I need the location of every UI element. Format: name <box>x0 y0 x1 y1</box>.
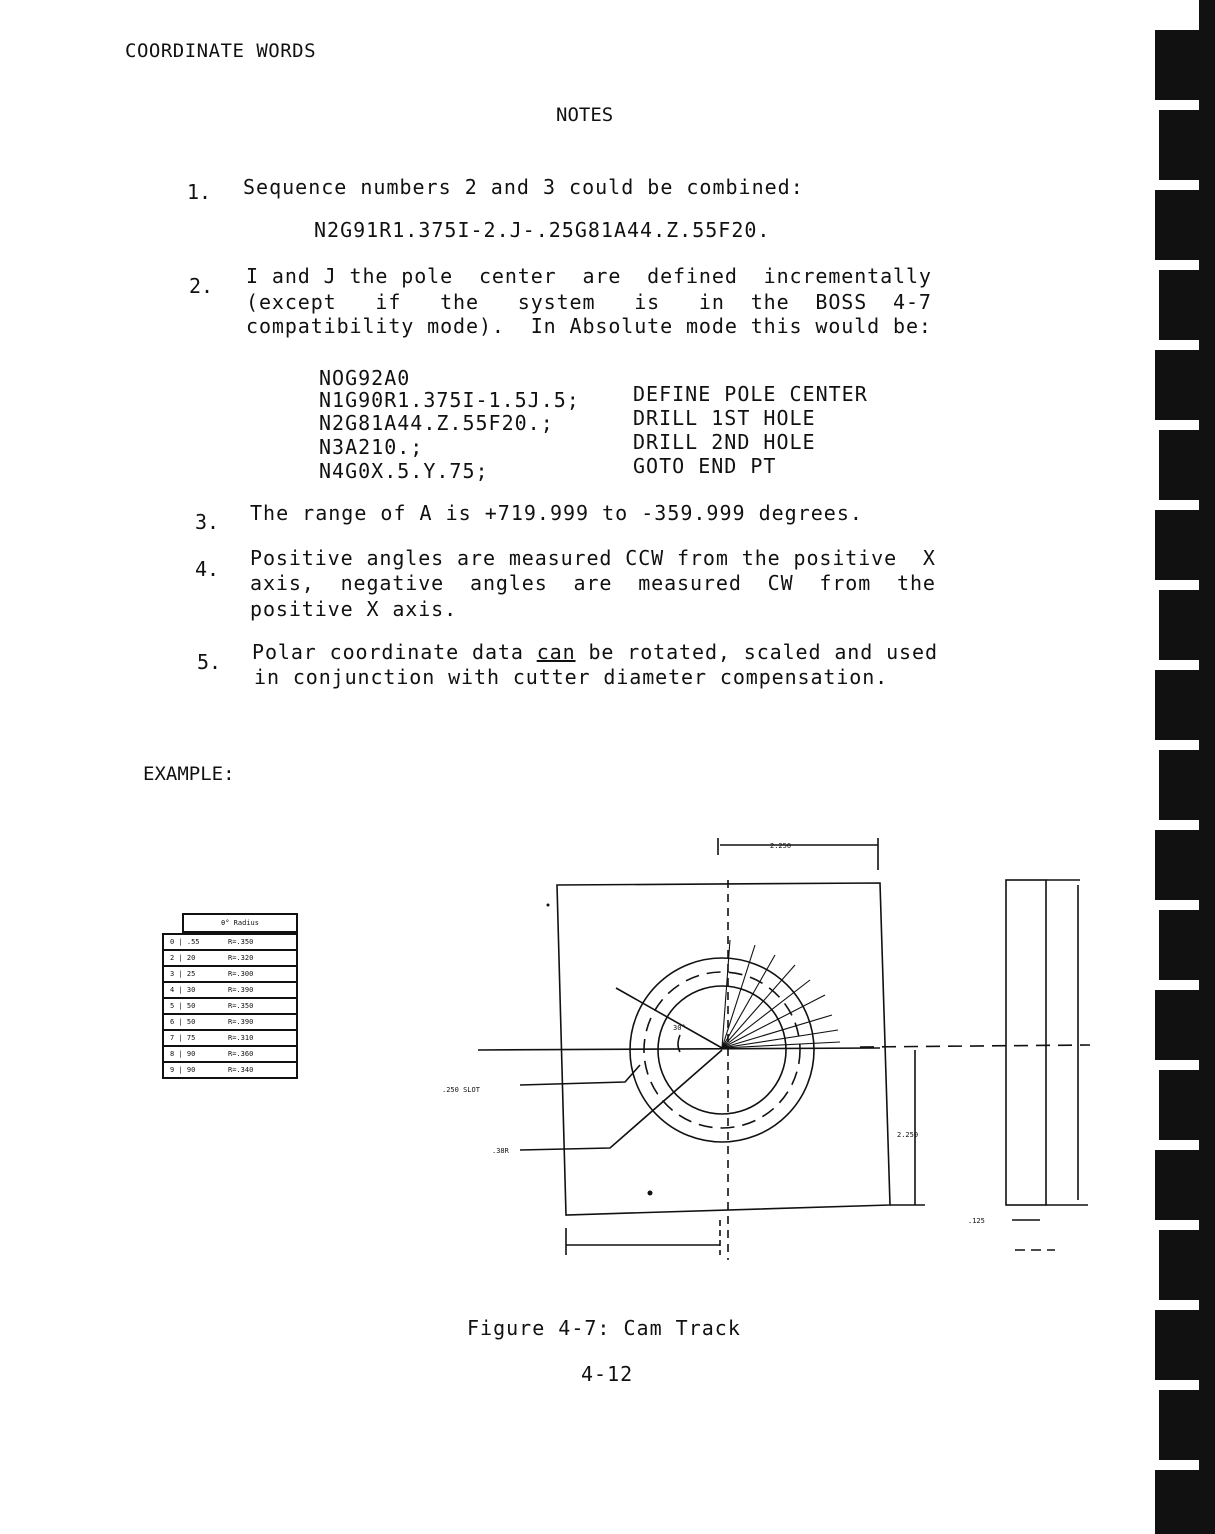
angle-label: 30° <box>673 1024 686 1032</box>
note-5-line-1-b: be rotated, scaled and used <box>575 640 938 664</box>
table-row: 6 | 50 R=.390 <box>162 1013 298 1031</box>
note-2-code-1: N1G90R1.375I-1.5J.5; <box>319 388 580 412</box>
radius-table-header: θ° Radius <box>182 913 298 933</box>
radius-label: .38R <box>492 1147 509 1155</box>
note-2-comment-1: DEFINE POLE CENTER <box>633 382 868 406</box>
note-2-code-3: N3A210.; <box>319 435 424 459</box>
example-label: EXAMPLE: <box>143 763 235 785</box>
table-row: 3 | 25 R=.300 <box>162 965 298 983</box>
note-5-line-2: in conjunction with cutter diameter compensation. <box>254 665 889 689</box>
notes-title: NOTES <box>556 104 614 126</box>
note-2-line-1: I and J the pole center are defined incrementally <box>246 264 932 288</box>
slot-label: .250 SLOT <box>442 1086 480 1094</box>
note-4-line-1: Positive angles are measured CCW from the positive X <box>250 546 936 570</box>
note-2-number: 2. <box>189 274 214 298</box>
top-dimension-label: 2.250 <box>770 842 792 850</box>
note-2-code-0: NOG92A0 <box>319 366 411 390</box>
cam-outer-ring <box>630 958 814 1142</box>
note-4-line-2: axis, negative angles are measured CW from the <box>250 571 936 595</box>
note-2-code-2: N2G81A44.Z.55F20.; <box>319 411 554 435</box>
page-number: 4-12 <box>581 1362 634 1386</box>
note-2-comment-2: DRILL 1ST HOLE <box>633 406 816 430</box>
cam-dashed-ring <box>644 972 800 1128</box>
note-4-line-3: positive X axis. <box>250 597 458 621</box>
plate-outline <box>557 883 890 1215</box>
table-row: 4 | 30 R=.390 <box>162 981 298 999</box>
note-4-number: 4. <box>195 557 220 581</box>
table-row: 2 | 20 R=.320 <box>162 949 298 967</box>
table-row: 0 | .55 R=.350 <box>162 933 298 951</box>
note-2-code-4: N4G0X.5.Y.75; <box>319 459 489 483</box>
note-5-line-1-a: Polar coordinate data <box>252 640 537 664</box>
table-row: 8 | 90 R=.360 <box>162 1045 298 1063</box>
note-1-number: 1. <box>187 180 212 204</box>
note-1-text: Sequence numbers 2 and 3 could be combined: <box>243 175 804 199</box>
note-5-number: 5. <box>197 650 222 674</box>
note-3-text: The range of A is +719.999 to -359.999 degrees. <box>250 501 863 525</box>
note-2-comment-4: GOTO END PT <box>633 454 777 478</box>
table-row: 9 | 90 R=.340 <box>162 1061 298 1079</box>
cam-inner-ring <box>658 986 786 1114</box>
page-header: COORDINATE WORDS <box>125 40 317 62</box>
table-row: 5 | 50 R=.350 <box>162 997 298 1015</box>
binding-strip <box>1155 0 1215 1534</box>
note-2-line-2: (except if the system is in the BOSS 4-7 <box>246 290 932 314</box>
right-dimension-label: 2.250 <box>897 1131 919 1139</box>
bottom-dimension-label: .125 <box>968 1217 985 1225</box>
note-1-code: N2G91R1.375I-2.J-.25G81A44.Z.55F20. <box>314 218 771 242</box>
note-3-number: 3. <box>195 510 220 534</box>
figure-caption: Figure 4-7: Cam Track <box>467 1316 741 1340</box>
note-5-line-1 <box>252 640 938 664</box>
note-2-comment-3: DRILL 2ND HOLE <box>633 430 816 454</box>
note-2-line-3: compatibility mode). In Absolute mode this would be: <box>246 314 932 338</box>
note-5-underlined-word: can <box>536 640 576 664</box>
table-row: 7 | 75 R=.310 <box>162 1029 298 1047</box>
